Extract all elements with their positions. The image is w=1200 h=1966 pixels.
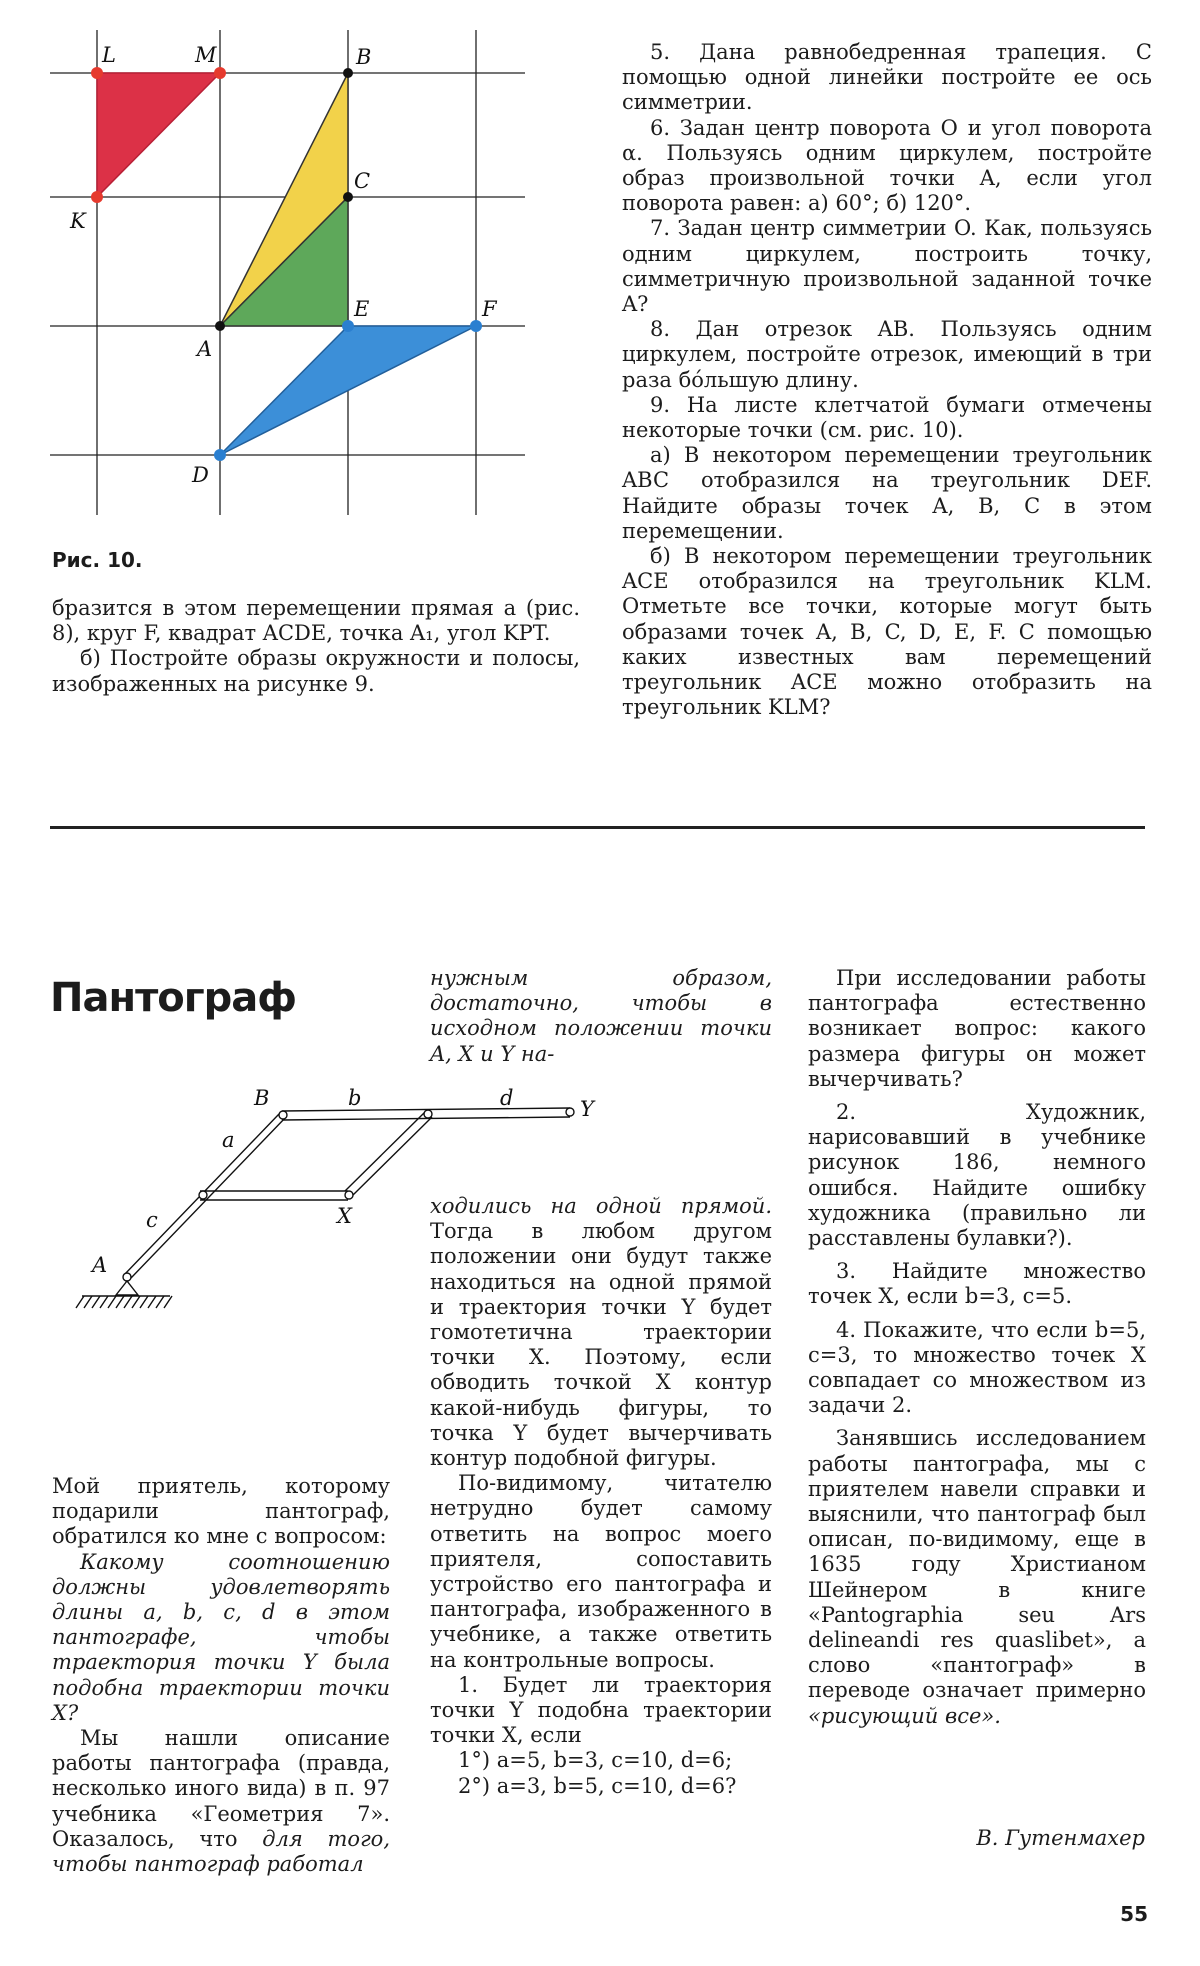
article-column-2: [430, 1194, 772, 1799]
text-run-italic: для того, чтобы пантограф работал: [52, 1826, 391, 1877]
paragraph: бразится в этом перемещении прямая a (рис. 8), круг F, квадрат ACDE, точка A₁, угол KPT.: [52, 596, 580, 646]
exercise-5: 5. Дана равнобедренная трапеция. С помощью одной линейки постройте ее ось симметрии.: [622, 40, 1152, 115]
text-run-italic: «рисующий все».: [808, 1703, 1001, 1728]
label-d-length: d: [500, 1086, 514, 1110]
point-e: [342, 320, 354, 332]
joint-x: [345, 1191, 353, 1199]
triangle-klm: [97, 73, 220, 197]
label-c: C: [354, 169, 371, 193]
label-y-point: Y: [580, 1097, 594, 1121]
point-d: [214, 449, 226, 461]
label-d: D: [192, 463, 209, 487]
label-c-length: c: [146, 1208, 158, 1232]
paragraph: По-видимому, читателю нетрудно будет самому ответить на вопрос моего приятеля, сопоставить устройство его пантографа и пантографа, изображенного в учебнике, а также ответить на контрольные вопросы.: [430, 1471, 772, 1672]
article-column-1: [52, 1474, 390, 1877]
joint-top: [424, 1110, 432, 1118]
article-column-3: [808, 966, 1146, 1729]
label-x-point: X: [337, 1204, 352, 1228]
paragraph: Мой приятель, которому подарили пантограф, обратился ко мне с вопросом:: [52, 1474, 390, 1549]
point-a: [215, 321, 225, 331]
label-e: E: [354, 297, 370, 321]
question-1-case-1: 1°) a=5, b=3, c=10, d=6;: [458, 1748, 733, 1773]
exercise-6: 6. Задан центр поворота O и угол поворота α. Пользуясь одним циркулем, постройте образ произвольной точки A, если угол поворота равен: а) 60°; б) 120°.: [622, 115, 1152, 216]
article-title: Пантограф: [50, 975, 296, 1021]
joint-a: [123, 1273, 131, 1281]
exercise-7: 7. Задан центр симметрии O. Как, пользуясь одним циркулем, построить точку, симметричную произвольной заданной точке A?: [622, 216, 1152, 317]
paragraph: [52, 1726, 390, 1877]
question-1-case-2: 2°) a=3, b=5, c=10, d=6?: [458, 1773, 737, 1798]
joint-b: [279, 1111, 287, 1119]
exercise-8: 8. Дан отрезок AB. Пользуясь одним циркулем, постройте отрезок, имеющий в три раза бо́льшую длину.: [622, 317, 1152, 392]
page-number: 55: [1120, 1902, 1148, 1926]
label-a-point: A: [92, 1253, 108, 1277]
article-column-2-top: нужным образом, достаточно, чтобы в исходном положении точки A, X и Y на-: [430, 966, 772, 1066]
question-4: 4. Покажите, что если b=5, c=3, то множество точек X совпадает со множеством из задачи 2.: [808, 1317, 1146, 1418]
exercises-5-9: [622, 40, 1152, 720]
question-3: 3. Найдите множество точек X, если b=3, c=5.: [808, 1259, 1146, 1309]
point-m: [214, 67, 226, 79]
label-b-point: B: [254, 1086, 270, 1110]
question-2: 2. Художник, нарисовавший в учебнике рисунок 186, немного ошибся. Найдите ошибку художника (правильно ли расставлены булавки?).: [808, 1100, 1146, 1251]
section-divider: [50, 826, 1145, 829]
top-left-text: [52, 596, 580, 697]
point-b: [343, 68, 353, 78]
point-l: [91, 67, 103, 79]
point-c: [343, 192, 353, 202]
paragraph: [430, 1194, 772, 1471]
label-b: B: [356, 45, 372, 69]
point-f: [470, 320, 482, 332]
point-k: [91, 191, 103, 203]
fixed-support-icon: [76, 1281, 172, 1308]
label-a-length: a: [222, 1128, 235, 1152]
label-f: F: [482, 297, 497, 321]
author: В. Гутенмахер: [976, 1826, 1145, 1850]
joint-left: [199, 1191, 207, 1199]
label-m: M: [195, 43, 217, 67]
text-run: Занявшись исследованием работы пантографа, мы с приятелем навели справки и выяснили, что пантограф был описан, по-видимому, еще в 1635 году Христианом Шейнером в книге «Pantographia seu Ars delineandi res quaslibet», а слово «пантограф» в переводе означает примерно: [808, 1426, 1146, 1703]
paragraph: [808, 1426, 1146, 1728]
question-italic: Какому соотношению должны удовлетворять длины a, b, c, d в этом пантографе, чтобы траектория точки Y была подобна траектории точки X?: [52, 1549, 390, 1725]
exercise-9: 9. На листе клетчатой бумаги отмечены некоторые точки (см. рис. 10).: [622, 392, 1152, 443]
paragraph: б) Постройте образы окружности и полосы, изображенных на рисунке 9.: [52, 646, 580, 696]
label-k: K: [70, 209, 86, 233]
exercise-9b: б) В некотором перемещении треугольник ACE отобразился на треугольник KLM. Отметьте все точки, которые могут быть образами точек A, B, C, D, E, F. С помощью каких известных вам перемещений треугольник ACE можно отобразить на треугольник KLM?: [622, 544, 1152, 720]
label-l: L: [102, 43, 116, 67]
joint-y: [566, 1108, 574, 1116]
text-run-italic: ходились на одной прямой.: [430, 1194, 772, 1218]
text-run: Мы нашли описание работы пантографа (правда, несколько иного вида) в п. 97 учебника «Геометрия 7». Оказалось, что: [52, 1726, 390, 1851]
figure-10: [0, 0, 560, 545]
exercise-9a: а) В некотором перемещении треугольник ABC отобразился на треугольник DEF. Найдите образы точек A, B, C в этом перемещении.: [622, 443, 1152, 543]
label-a: A: [197, 337, 213, 361]
text-run: Тогда в любом другом положении они будут также находиться на одной прямой и траектория точки Y будет гомотетична траектории точки X. Поэтому, если обводить точкой X контур какой-нибудь фигуры, то точка Y будет вычерчивать контур подобной фигуры.: [430, 1219, 772, 1471]
question-1: 1. Будет ли траектория точки Y подобна траектории точки X, если: [430, 1672, 772, 1748]
label-b-length: b: [348, 1086, 362, 1110]
figure-caption: Рис. 10.: [52, 548, 143, 572]
paragraph: При исследовании работы пантографа естественно возникает вопрос: какого размера фигуры он может вычерчивать?: [808, 966, 1146, 1091]
